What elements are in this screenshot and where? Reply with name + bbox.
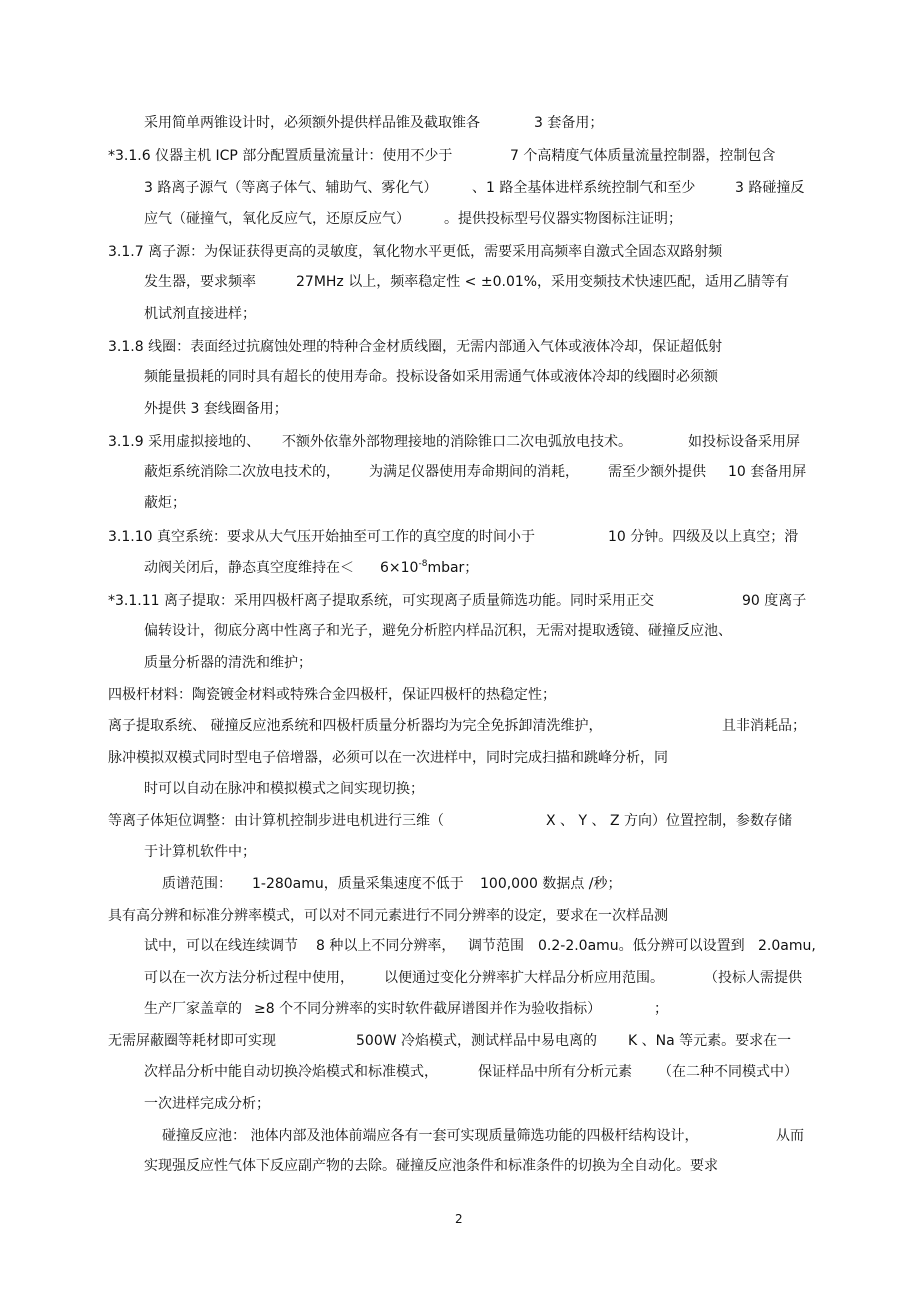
text-segment: 脉冲模拟双模式同时型电子倍增器，必须可以在一次进样中，同时完成扫描和跳峰分析，同 [108, 750, 668, 766]
text-segment: 以便通过变化分辨率扩大样品分析应用范围。 [384, 970, 664, 986]
text-segment: 质谱范围： [162, 876, 232, 892]
text-segment: 3 路碰撞反 [735, 180, 805, 196]
text-segment: 蔽炬； [144, 495, 186, 511]
text-segment: 于计算机软件中； [144, 844, 256, 860]
text-segment: 不额外依靠外部物理接地的消除锥口二次电弧放电技术。 [282, 434, 632, 450]
text-segment: 应气（碰撞气，氧化反应气，还原反应气） [144, 211, 410, 227]
text-segment: X 、 Y 、 Z 方向）位置控制，参数存储 [546, 813, 792, 829]
text-segment: 动阀关闭后，静态真空度维持在＜ [144, 560, 354, 576]
text-segment: 一次进样完成分析； [144, 1096, 270, 1112]
text-segment: 27MHz 以上，频率稳定性 < ±0.01%，采用变频技术快速匹配，适用乙腈等有 [296, 274, 790, 290]
text-segment: 四极杆材料：陶瓷镀金材料或特殊合金四极杆，保证四极杆的热稳定性； [108, 687, 556, 703]
text-segment: 保证样品中所有分析元素 [478, 1064, 632, 1080]
text-segment: 3.1.9 采用虚拟接地的、 [108, 434, 261, 450]
text-segment: 时可以自动在脉冲和模拟模式之间实现切换； [144, 781, 424, 797]
text-segment: 需至少额外提供 [608, 464, 706, 480]
text-segment: 500W 冷焰模式，测试样品中易电离的 [356, 1033, 598, 1049]
text-segment: 具有高分辨和标准分辨率模式，可以对不同元素进行不同分辨率的设定，要求在一次样品测 [108, 908, 668, 924]
text-segment: 试中，可以在线连续调节 [144, 938, 298, 954]
text-segment: 外提供 3 套线圈备用； [144, 401, 288, 417]
text-segment: 如投标设备采用屏 [688, 434, 800, 450]
text-segment: 等离子体矩位调整：由计算机控制步进电机进行三维（ [108, 813, 444, 829]
text-segment: 3.1.10 真空系统：要求从大气压开始抽至可工作的真空度的时间小于 [108, 529, 535, 545]
text-segment: 可以在一次方法分析过程中使用， [144, 970, 354, 986]
text-segment: ≥8 个不同分辨率的实时软件截屏谱图并作为验收指标） [254, 1001, 602, 1017]
text-segment: *3.1.6 仪器主机 ICP 部分配置质量流量计：使用不少于 [108, 148, 453, 164]
text-segment: 频能量损耗的同时具有超长的使用寿命。投标设备如采用需通气体或液体冷却的线圈时必须额 [144, 369, 718, 385]
text-segment: （投标人需提供 [704, 970, 802, 986]
text-segment: 6×10 [380, 560, 419, 576]
text-segment: 质量分析器的清洗和维护； [144, 655, 312, 671]
text-segment: 且非消耗品； [722, 718, 806, 734]
text-segment: 生产厂家盖章的 [144, 1001, 242, 1017]
text-segment: 碰撞反应池： 池体内部及池体前端应各有一套可实现质量筛选功能的四极杆结构设计， [162, 1128, 699, 1144]
text-segment: 3 路离子源气（等离子体气、辅助气、雾化气） [144, 180, 438, 196]
text-segment: 蔽炬系统消除二次放电技术的， [144, 464, 340, 480]
text-segment: 离子提取系统、 碰撞反应池系统和四极杆质量分析器均为完全免拆卸清洗维护， [108, 718, 603, 734]
text-segment: 3 套备用； [534, 115, 604, 131]
text-segment: 采用简单两锥设计时，必须额外提供样品锥及截取锥各 [144, 115, 480, 131]
text-segment: 。提供投标型号仪器实物图标注证明； [444, 211, 682, 227]
text-segment: 偏转设计，彻底分离中性离子和光子，避免分析腔内样品沉积，无需对提取透镜、碰撞反应池、 [144, 623, 732, 639]
text-segment: 为满足仪器使用寿命期间的消耗， [369, 464, 579, 480]
text-segment: 8 种以上不同分辨率， [316, 938, 456, 954]
vacuum-value [380, 559, 478, 577]
text-segment: 7 个高精度气体质量流量控制器，控制包含 [510, 148, 776, 164]
text-segment: 机试剂直接进样； [144, 306, 256, 322]
text-segment: 1-280amu，质量采集速度不低于 [252, 876, 464, 892]
text-segment: mbar； [427, 560, 479, 576]
text-segment: 3.1.7 离子源：为保证获得更高的灵敏度，氧化物水平更低，需要采用高频率自激式全固态双路射频 [108, 244, 723, 260]
text-segment: 发生器，要求频率 [144, 274, 256, 290]
text-segment: 、1 路全基体进样系统控制气和至少 [472, 180, 696, 196]
page-number: 2 [455, 1212, 463, 1226]
text-segment: 10 分钟。四级及以上真空；滑 [608, 529, 799, 545]
text-segment: 10 套备用屏 [728, 464, 807, 480]
text-segment: 从而 [776, 1128, 804, 1144]
text-segment: *3.1.11 离子提取：采用四极杆离子提取系统，可实现离子质量筛选功能。同时采用正交 [108, 593, 654, 609]
text-segment: 无需屏蔽圈等耗材即可实现 [108, 1033, 276, 1049]
text-segment: 90 度离子 [742, 593, 807, 609]
exponent: -8 [418, 559, 428, 569]
text-segment: K 、Na 等元素。要求在一 [628, 1033, 792, 1049]
text-segment: 次样品分析中能自动切换冷焰模式和标准模式， [144, 1064, 438, 1080]
text-segment: （在二种不同模式中） [658, 1064, 798, 1080]
text-segment: 100,000 数据点 /秒； [480, 876, 622, 892]
text-segment: 调节范围 [468, 938, 524, 954]
text-segment: 实现强反应性气体下反应副产物的去除。碰撞反应池条件和标准条件的切换为全自动化。要求 [144, 1158, 718, 1174]
text-segment: 3.1.8 线圈：表面经过抗腐蚀处理的特种合金材质线圈，无需内部通入气体或液体冷却，保证超低射 [108, 339, 723, 355]
text-segment: ； [654, 1001, 668, 1017]
text-segment: 2.0amu, [758, 938, 816, 954]
text-segment: 0.2-2.0amu。低分辨可以设置到 [538, 938, 745, 954]
